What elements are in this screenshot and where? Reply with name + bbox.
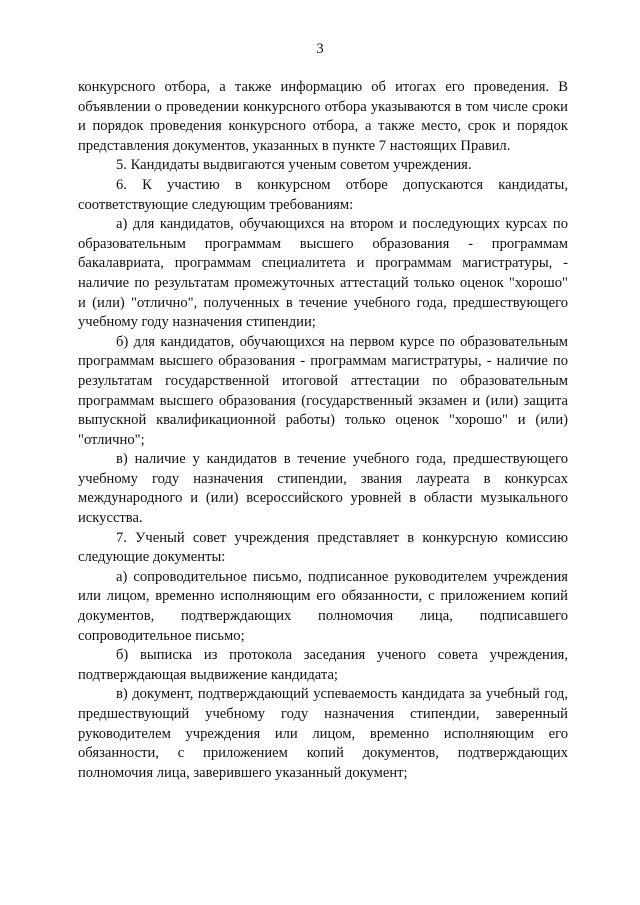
paragraph-item-7a: а) сопроводительное письмо, подписанное руководителем учреждения или лицом, временно исполняющим его обязанности, с приложением копий документов, подтверждающих полномочия лица, подписавшего сопроводительное письмо; — [78, 568, 568, 644]
paragraph-item-6b: б) для кандидатов, обучающихся на первом курсе по образовательным программам высшего образования - программам магистратуры, - наличие по результатам государственной итоговой аттестации по образовательным программам высшего образования (государственный экзамен и (или) защита выпускной квалификационной работы) только оценок "хорошо" и (или) "отлично"; — [78, 333, 568, 448]
paragraph-item-6: 6. К участию в конкурсном отборе допускаются кандидаты, соответствующие следующим требованиям: — [78, 176, 568, 213]
page-number: 3 — [316, 41, 324, 57]
paragraph-item-6v: в) наличие у кандидатов в течение учебного года, предшествующего учебному году назначения стипендии, звания лауреата в конкурсах международного и (или) всероссийского уровней в области музыкального искусства. — [78, 451, 568, 527]
paragraph-item-6a: а) для кандидатов, обучающихся на втором и последующих курсах по образовательным программам высшего образования - программам бакалавриата, программам специалитета и программам магистратуры, - наличие по результатам промежуточных аттестаций только оценок "хорошо" и (или) "отлично", полученных в течение учебного года, предшествующего учебному году назначения стипендии; — [78, 216, 568, 331]
paragraph-item-7v: в) документ, подтверждающий успеваемость кандидата за учебный год, предшествующий учебному году назначения стипендии, заверенный руководителем учреждения или лицом, временно исполняющим его обязанности, с приложением копий документов, подтверждающих полномочия лица, заверившего указанный документ; — [78, 686, 568, 781]
document-body — [78, 78, 568, 783]
paragraph-item-7b: б) выписка из протокола заседания ученого совета учреждения, подтверждающая выдвижение кандидата; — [78, 647, 568, 683]
paragraph-continuation: конкурсного отбора, а также информацию об итогах его проведения. В объявлении о проведении конкурсного отбора указываются в том числе сроки и порядок проведения конкурсного отбора, а также место, срок и порядок представления документов, указанных в пункте 7 настоящих Правил. — [78, 79, 568, 154]
paragraph-item-7: 7. Ученый совет учреждения представляет в конкурсную комиссию следующие документы: — [78, 529, 568, 566]
paragraph-item-5: 5. Кандидаты выдвигаются ученым советом учреждения. — [116, 157, 472, 174]
